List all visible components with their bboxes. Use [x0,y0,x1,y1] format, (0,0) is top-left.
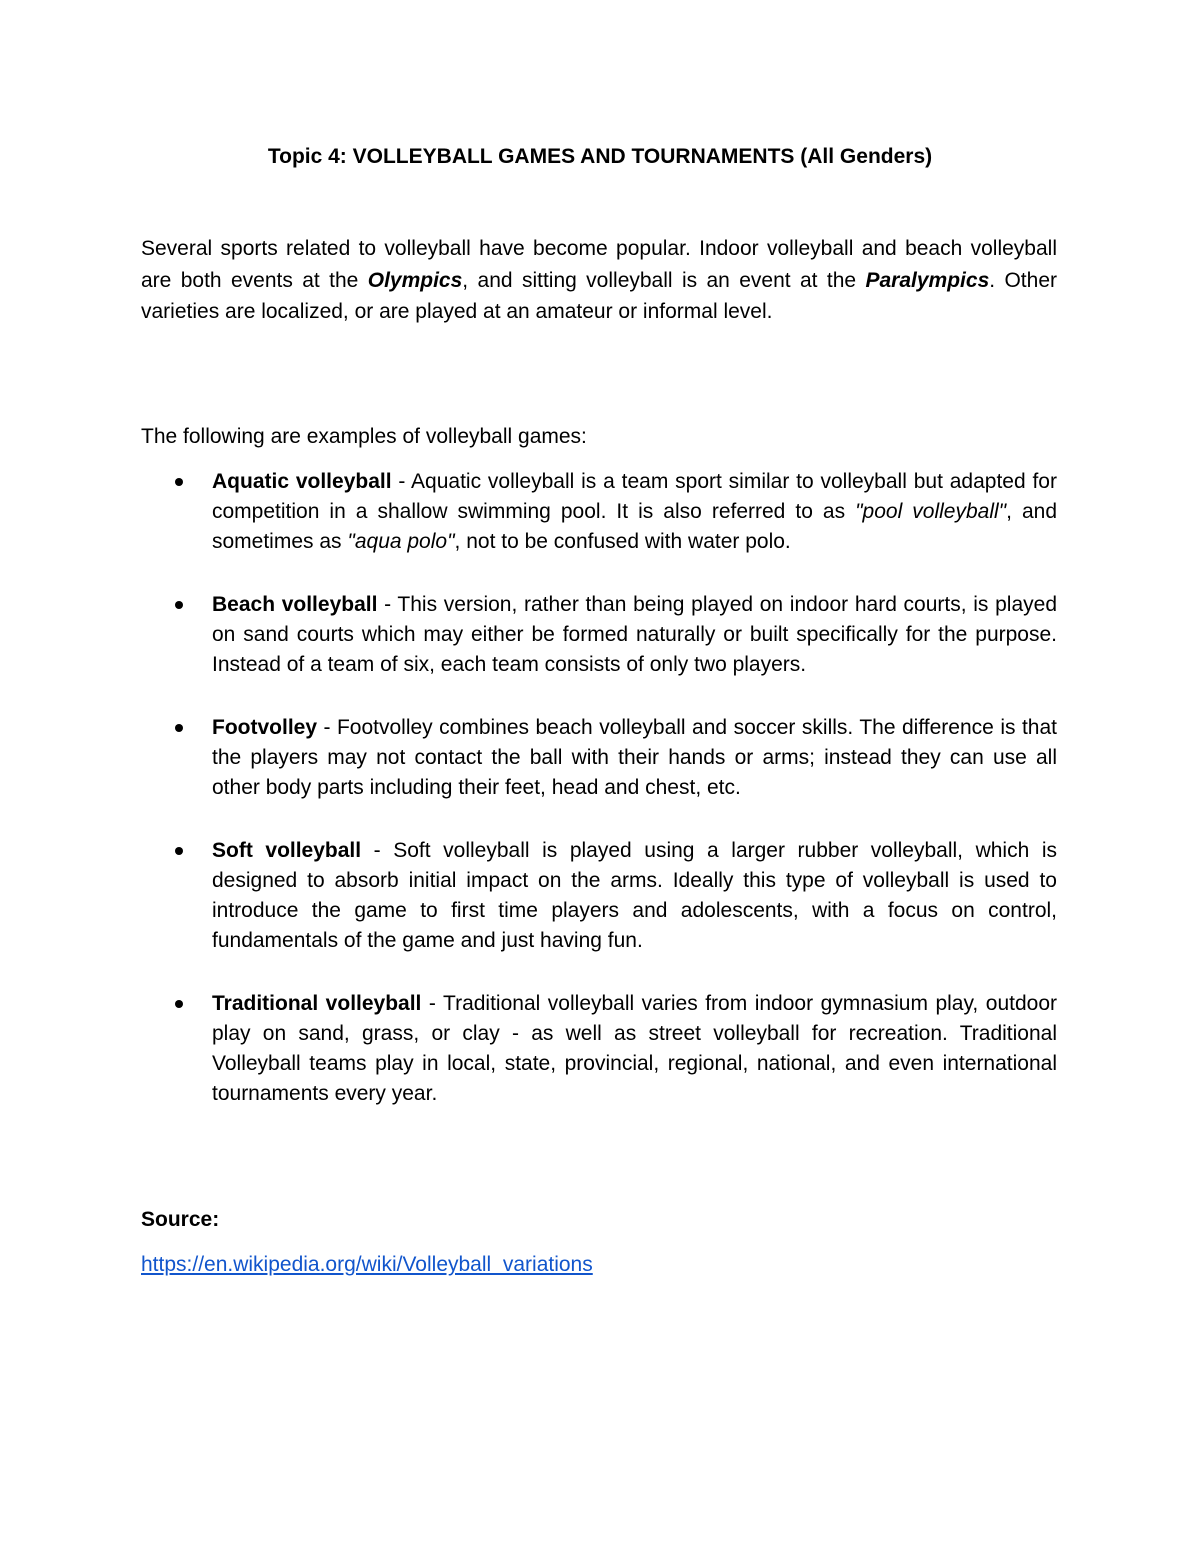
bullet-icon [175,1000,183,1008]
intro-text-1: Several sports related to volleyball have become popular. Indoor volleyball and beach volleyball are both events at the [141,237,1057,292]
item-text: , not to be confused with water polo. [454,530,791,553]
item-text: - Footvolley combines beach volleyball and soccer skills. The difference is that the players may not contact the ball with their hands or arms; instead they can use all other body parts including their feet, head and chest, etc. [212,716,1057,799]
item-text: - Soft volleyball is played using a larger rubber volleyball, which is designed to absorb initial impact on the arms. Ideally this type of volleyball is used to introduce the game to first time players and adolescents, with a focus on control, fundamentals of the game and just having fun. [212,839,1057,952]
item-text: - This version, rather than being played on indoor hard courts, is played on sand courts which may either be formed naturally or built specifically for the purpose. Instead of a team of six, each team consists of only two players. [212,593,1058,676]
olympics-term: Olympics [367,268,463,292]
item-term: Footvolley [212,716,318,739]
bullet-icon [175,724,183,732]
item-text: - Aquatic volleyball is a team sport similar to volleyball but adapted for competition in a shallow swimming pool. It is also referred to as [212,470,1057,523]
bullet-icon [175,601,183,609]
item-term: Beach volleyball [212,593,378,616]
bullet-icon [175,478,183,486]
intro-text-2: , and sitting volleyball is an event at the [462,268,866,292]
page-title: Topic 4: VOLLEYBALL GAMES AND TOURNAMENTS (All Genders) [267,145,933,168]
item-term: Soft volleyball [212,839,362,862]
item-quote-pool-volleyball: "pool volleyball" [855,500,1007,523]
intro-paragraph [141,233,1057,328]
list-item-footvolley [141,713,1057,803]
item-quote-aqua-polo: "aqua polo" [347,530,455,553]
item-term: Aquatic volleyball [212,470,392,493]
bullet-icon [175,847,183,855]
examples-lead: The following are examples of volleyball games: [141,425,587,448]
item-text: - Traditional volleyball varies from indoor gymnasium play, outdoor play on sand, grass, or clay - as well as street volleyball for recreation. Traditional Volleyball teams play in local, state, provincial, regional, national, and even international tournaments every year. [212,992,1057,1105]
list-item-aquatic-volleyball [141,467,1057,557]
list-item-traditional-volleyball [141,989,1057,1109]
paralympics-term: Paralympics [865,268,990,292]
source-link[interactable]: https://en.wikipedia.org/wiki/Volleyball_variations [141,1253,593,1276]
item-text: , and sometimes as [212,500,1057,553]
intro-text-3: . Other varieties are localized, or are played at an amateur or informal level. [141,268,1057,323]
list-item-soft-volleyball [141,836,1057,956]
item-term: Traditional volleyball [212,992,422,1015]
list-item-beach-volleyball [141,590,1057,680]
source-label: Source: [141,1208,220,1231]
volleyball-games-list [141,467,1057,1109]
